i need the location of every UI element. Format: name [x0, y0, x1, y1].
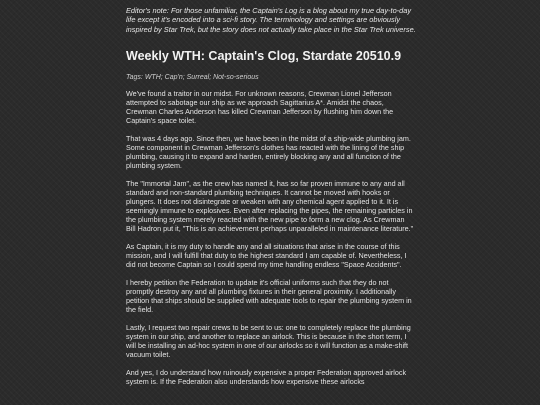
body-paragraph: We've found a traitor in our midst. For unknown reasons, Crewman Lionel Jefferson attempted to sabotage our ship as we approach Sagittarius A*. Amidst the chaos, Crewman Charles Anderson has killed Crewman Jefferson by flushing him down the Captain's space toilet. [126, 89, 394, 125]
tag-link[interactable]: WTH [144, 74, 161, 82]
post-tags: Tags: WTH; Cap'n; Surreal; Not-so-serious [126, 74, 259, 82]
tag-link[interactable]: Surreal [186, 74, 210, 82]
tag-link[interactable]: Not-so-serious [213, 74, 259, 82]
post-title[interactable]: Weekly WTH: Captain's Clog, Stardate 20510.9 [126, 49, 402, 64]
body-paragraph: I hereby petition the Federation to update it's official uniforms such that they do not promptly destroy any and all plumbing fixtures in their general proximity. I additionally petition that ships should be supplied with adequate tools to repair the plumbing system in the field. [126, 278, 412, 314]
body-paragraph: And yes, I do understand how ruinously expensive a proper Federation approved airlock system is. If the Federation also understands how expensive these airlocks [126, 368, 407, 387]
body-paragraph: That was 4 days ago. Since then, we have been in the midst of a ship-wide plumbing jam. Some component in Crewman Jefferson's clothes has reacted with the lining of the ship plumbing, causing it to expand and harden, entirely blocking any and all function of the plumbing system. [126, 134, 411, 170]
tag-link[interactable]: Cap'n [164, 74, 183, 82]
editors-note: Editor's note: For those unfamiliar, the Captain's Log is a blog about my true day-to-day life except it's encoded into a sci-fi story. The terminology and settings are obviously inspired by Star Trek, but the story does not actually take place in the Star Trek universe. [126, 6, 416, 34]
body-paragraph: Lastly, I request two repair crews to be sent to us: one to completely replace the plumbing system in our ship, and another to replace an airlock. This is because in the short term, I will be installing an ad-hoc system in one of our airlocks so it will function as a make-shift vacuum toilet. [126, 323, 411, 359]
body-paragraph: As Captain, it is my duty to handle any and all situations that arise in the course of this mission, and I will fulfill that duty to the highest standard I am capable of. Nevertheless, I did not become Captain so I could spend my time handling endless "Space Accidents". [126, 242, 407, 269]
body-paragraph: The "Immortal Jam", as the crew has named it, has so far proven immune to any and all standard and non-standard plumbing techniques. It cannot be moved with hooks or plungers. It does not disintegrate or weaken with any chemical agent applied to it. It is seemingly immune to explosives. Even after replacing the pipes, the remaining particles in the plumbing system merely reacted with the new pipe to form a new clog. As Crewman Bill Hadron put it, "This is an achievement perhaps unparalleled in maintenance literature." [126, 179, 414, 233]
blog-post [126, 6, 416, 396]
tags-prefix: Tags: [126, 74, 143, 82]
post-body [126, 90, 416, 387]
